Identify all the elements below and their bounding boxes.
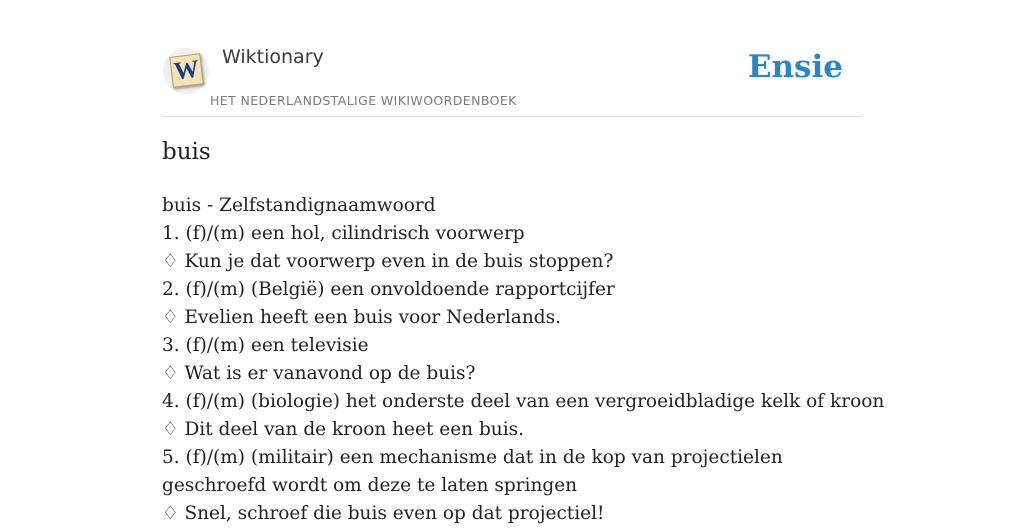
example-4: ♢ Dit deel van de kroon heet een buis.: [162, 419, 525, 440]
example-1: ♢ Kun je dat voorwerp even in de buis stoppen?: [162, 251, 614, 272]
example-5: ♢ Snel, schroef die buis even op dat projectiel!: [162, 503, 605, 524]
definition-4: 4. (f)/(m) (biologie) het onderste deel van een vergroeidbladige kelk of kroon: [162, 391, 885, 412]
definition-2: 2. (f)/(m) (België) een onvoldoende rapportcijfer: [162, 279, 615, 300]
entry-word: buis: [162, 139, 211, 165]
definition-1: 1. (f)/(m) een hol, cilindrisch voorwerp: [162, 223, 525, 244]
example-2: ♢ Evelien heeft een buis voor Nederlands.: [162, 307, 561, 328]
wiktionary-logo-icon: W: [169, 53, 204, 88]
part-of-speech-line: buis - Zelfstandignaamwoord: [162, 195, 436, 216]
ensie-brand-link[interactable]: Ensie: [747, 49, 843, 85]
site-subtitle: HET NEDERLANDSTALIGE WIKIWOORDENBOEK: [210, 93, 517, 108]
wiktionary-logo[interactable]: [163, 48, 209, 94]
definition-3: 3. (f)/(m) een televisie: [162, 335, 369, 356]
site-header: [162, 0, 862, 117]
definition-5: 5. (f)/(m) (militair) een mechanisme dat in de kop van projectielen geschroefd wordt om deze te laten springen: [162, 447, 783, 496]
definition-body: [162, 192, 885, 528]
example-3: ♢ Wat is er vanavond op de buis?: [162, 363, 476, 384]
site-title[interactable]: Wiktionary: [222, 46, 324, 68]
